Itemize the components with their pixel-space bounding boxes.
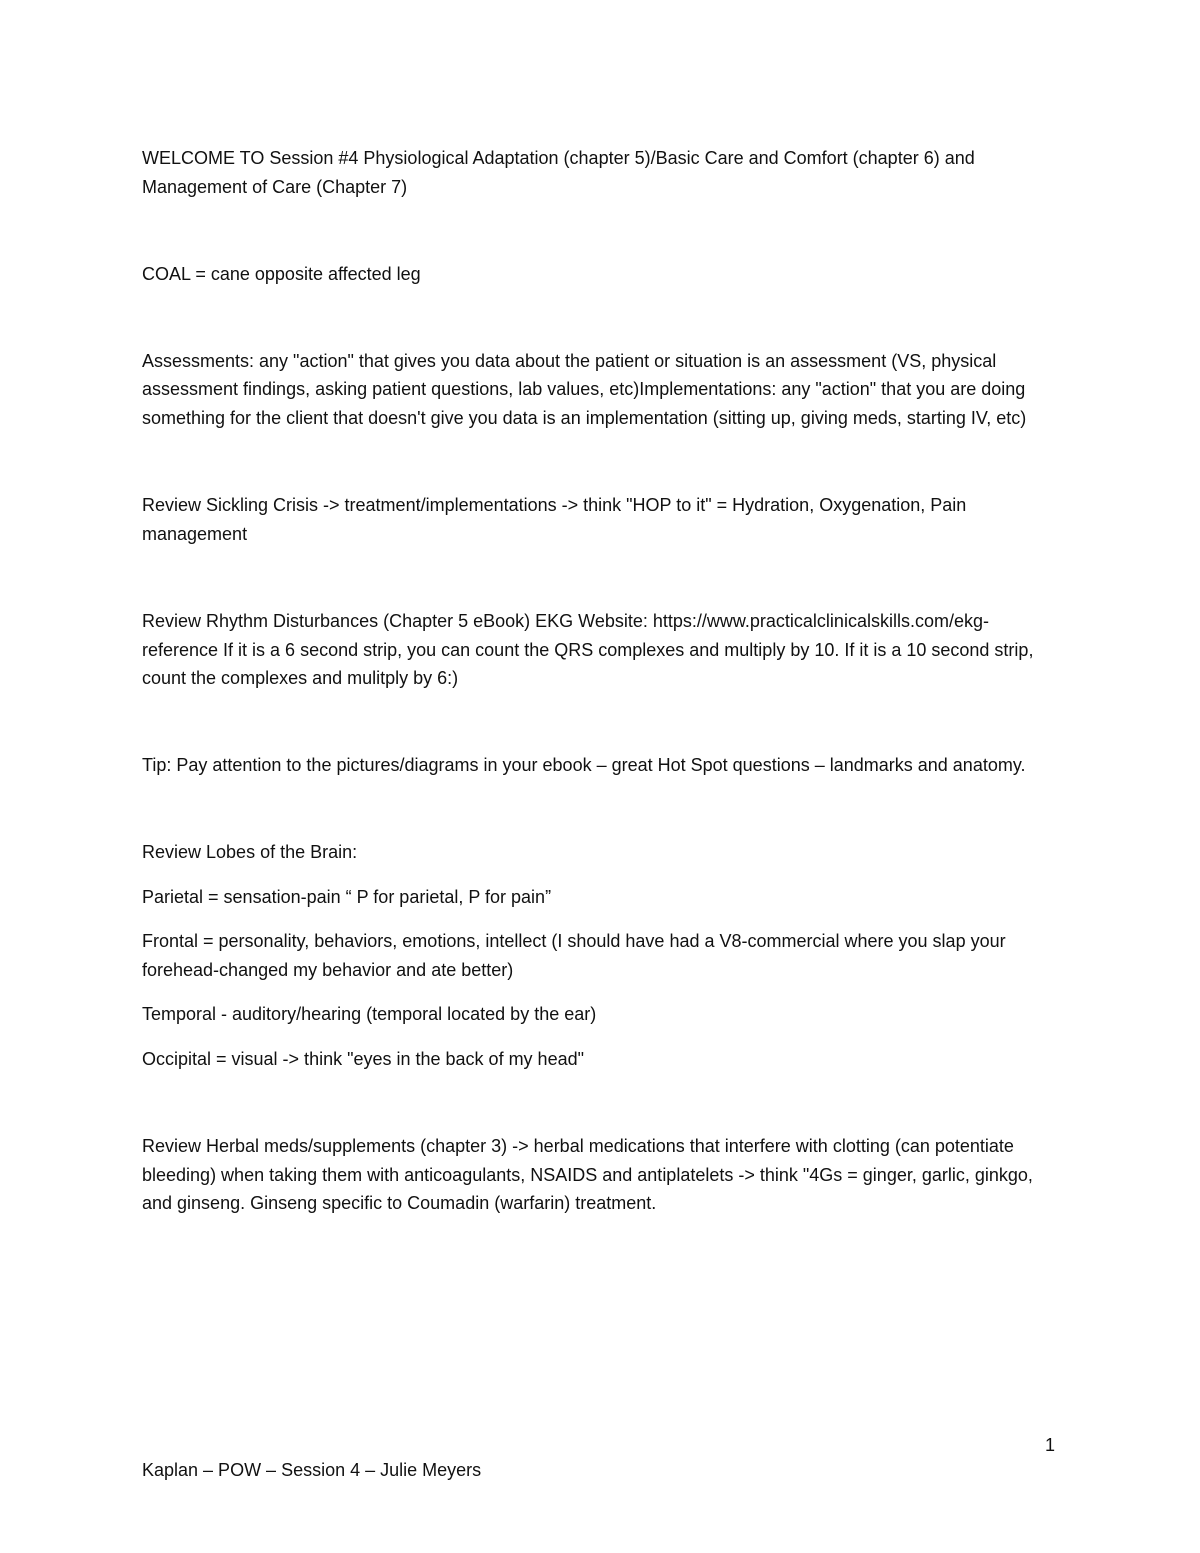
assessments-paragraph: Assessments: any "action" that gives you data about the patient or situation is an assessment (VS, physical assessment findings, asking patient questions, lab values, etc)Implementations: any "action" that you are doing something for the client that doesn't give you data is an implementation (sitting up, giving meds, starting IV, etc) [142,350,1027,428]
rhythm-disturbances-paragraph: Review Rhythm Disturbances (Chapter 5 eBook) EKG Website: https://www.practicalclinicalskills.com/ekg-reference If it is a 6 second strip, you can count the QRS complexes and multiply by 10. If it is a 10 second strip, count the complexes and mulitply by 6:) [142,611,1034,688]
temporal-lobe-item: Temporal - auditory/hearing (temporal located by the ear) [142,1004,597,1024]
coal-mnemonic-paragraph: COAL = cane opposite affected leg [142,264,421,284]
brain-lobes-heading: Review Lobes of the Brain: [142,842,358,862]
page-number: 1 [1045,1435,1056,1455]
occipital-lobe-item: Occipital = visual -> think "eyes in the back of my head" [142,1048,584,1069]
sickling-crisis-paragraph: Review Sickling Crisis -> treatment/implementations -> think "HOP to it" = Hydration, Oxygenation, Pain management [142,495,967,544]
page-footer: Kaplan – POW – Session 4 – Julie Meyers [142,1460,482,1480]
tip-paragraph: Tip: Pay attention to the pictures/diagrams in your ebook – great Hot Spot questions – landmarks and anatomy. [142,754,1026,775]
parietal-lobe-item: Parietal = sensation-pain “ P for parietal, P for pain” [142,886,552,907]
session-title-paragraph: WELCOME TO Session #4 Physiological Adaptation (chapter 5)/Basic Care and Comfort (chapter 6) and Management of Care (Chapter 7) [142,148,975,197]
herbal-meds-paragraph: Review Herbal meds/supplements (chapter 3) -> herbal medications that interfere with clotting (can potentiate bleeding) when taking them with anticoagulants, NSAIDS and antiplatelets -> think "4Gs = ginger, garlic, ginkgo, and ginseng. Ginseng specific to Coumadin (warfarin) treatment. [142,1136,1033,1213]
frontal-lobe-item: Frontal = personality, behaviors, emotions, intellect (I should have had a V8-commercial where you slap your forehead-changed my behavior and ate better) [142,931,1006,980]
document-body [142,144,1057,1218]
